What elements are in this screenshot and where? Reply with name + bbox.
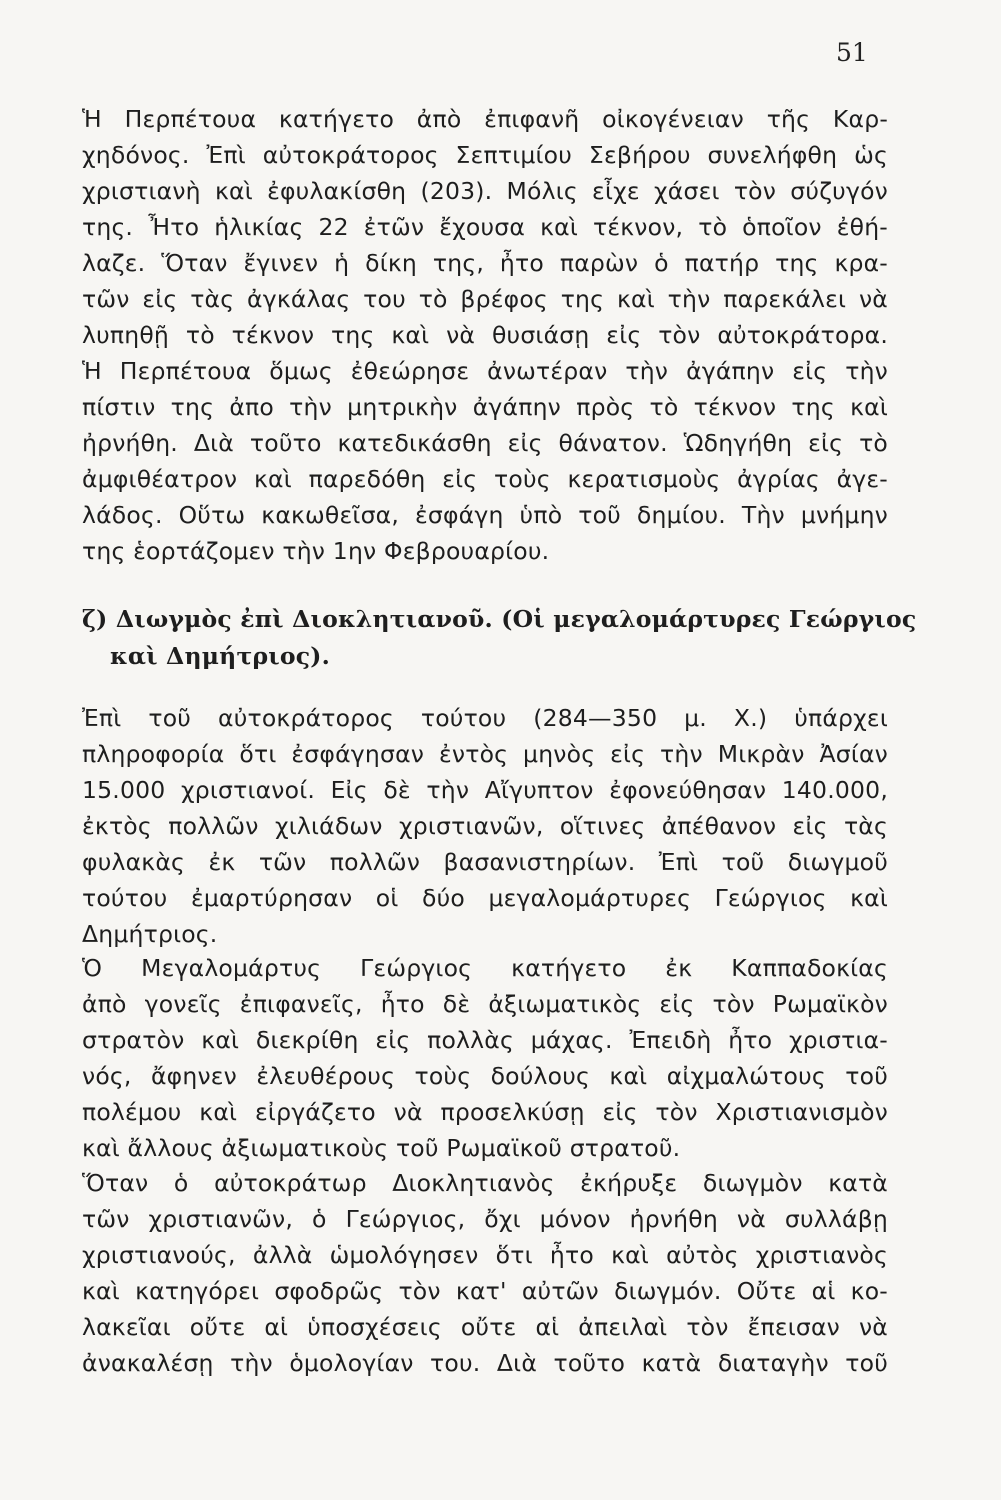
text-line: λάδος. Οὕτω κακωθεῖσα, ἐσφάγη ὑπὸ τοῦ δημίου. Τὴν μνήμην [82, 501, 888, 529]
text-line: πληροφορία ὅτι ἐσφάγησαν ἐντὸς μηνὸς εἰς τὴν Μικρὰν Ἀσίαν [82, 740, 888, 768]
text-line: ἠρνήθη. Διὰ τοῦτο κατεδικάσθη εἰς θάνατον. Ὡδηγήθη εἰς τὸ [82, 429, 888, 457]
text-line: της. Ἦτο ἡλικίας 22 ἐτῶν ἔχουσα καὶ τέκνον, τὸ ὁποῖον ἐθή- [82, 213, 888, 241]
text-line: ἀπὸ γονεῖς ἐπιφανεῖς, ἦτο δὲ ἀξιωματικὸς εἰς τὸν Ρωμαϊκὸν [82, 990, 888, 1018]
text-line: καὶ κατηγόρει σφοδρῶς τὸν κατ' αὐτῶν διωγμόν. Οὔτε αἱ κο- [82, 1277, 888, 1305]
text-line: Δημήτριος. [82, 920, 218, 948]
text-line: Ὅταν ὁ αὐτοκράτωρ Διοκλητιανὸς ἐκήρυξε διωγμὸν κατὰ [82, 1169, 888, 1197]
paragraph-george-confession [82, 1165, 888, 1381]
page-number: 51 [836, 38, 868, 67]
text-line: ἀμφιθέατρον καὶ παρεδόθη εἰς τοὺς κερατισμοὺς ἀγρίας ἀγε- [82, 465, 888, 493]
text-line: λυπηθῇ τὸ τέκνον της καὶ νὰ θυσιάσῃ εἰς τὸν αὐτοκράτορα. [82, 321, 888, 349]
text-line: Ἡ Περπέτουα κατήγετο ἀπὸ ἐπιφανῆ οἰκογένειαν τῆς Καρ- [82, 105, 888, 133]
text-line: νός, ἄφηνεν ἐλευθέρους τοὺς δούλους καὶ αἰχμαλώτους τοῦ [82, 1062, 888, 1090]
paragraph-george [82, 950, 888, 1166]
text-line: χριστιανὴ καὶ ἐφυλακίσθη (203). Μόλις εἶχε χάσει τὸν σύζυγόν [82, 177, 888, 205]
text-line: Ὁ Μεγαλομάρτυς Γεώργιος κατήγετο ἐκ Καππαδοκίας [82, 954, 888, 982]
text-line: λακεῖαι οὔτε αἱ ὑποσχέσεις οὔτε αἱ ἀπειλαὶ τὸν ἔπεισαν νὰ [82, 1313, 888, 1341]
heading-line: καὶ Δημήτριος). [110, 642, 330, 670]
text-line: Ἡ Περπέτουα ὅμως ἐθεώρησε ἀνωτέραν τὴν ἀγάπην εἰς τὴν [82, 357, 888, 385]
text-line: πολέμου καὶ εἰργάζετο νὰ προσελκύσῃ εἰς τὸν Χριστιανισμὸν [82, 1098, 888, 1126]
section-heading [82, 601, 917, 675]
text-line: πίστιν της ἀπο τὴν μητρικὴν ἀγάπην πρὸς τὸ τέκνον της καὶ [82, 393, 888, 421]
text-line: λαζε. Ὅταν ἔγινεν ἡ δίκη της, ἦτο παρὼν ὁ πατήρ της κρα- [82, 249, 888, 277]
text-line: στρατὸν καὶ διεκρίθη εἰς πολλὰς μάχας. Ἐπειδὴ ἦτο χριστια- [82, 1026, 888, 1054]
text-line: τῶν εἰς τὰς ἀγκάλας του τὸ βρέφος της καὶ τὴν παρεκάλει νὰ [82, 285, 888, 313]
text-line: 15.000 χριστιανοί. Εἰς δὲ τὴν Αἴγυπτον ἐφονεύθησαν 140.000, [82, 776, 888, 804]
text-line: χηδόνος. Ἐπὶ αὐτοκράτορος Σεπτιμίου Σεβήρου συνελήφθη ὡς [82, 141, 888, 169]
text-line: ἐκτὸς πολλῶν χιλιάδων χριστιανῶν, οἵτινες ἀπέθανον εἰς τὰς [82, 812, 888, 840]
text-line: τούτου ἐμαρτύρησαν οἱ δύο μεγαλομάρτυρες Γεώργιος καὶ [82, 884, 888, 912]
text-line: καὶ ἄλλους ἀξιωματικοὺς τοῦ Ρωμαϊκοῦ στρατοῦ. [82, 1134, 681, 1162]
text-line: χριστιανούς, ἀλλὰ ὡμολόγησεν ὅτι ἦτο καὶ αὐτὸς χριστιανὸς [82, 1241, 888, 1269]
paragraph-perpetua [82, 101, 888, 569]
text-line: τῶν χριστιανῶν, ὁ Γεώργιος, ὄχι μόνον ἠρνήθη νὰ συλλάβῃ [82, 1205, 888, 1233]
paragraph-diocletian-persecution [82, 700, 888, 952]
text-line: φυλακὰς ἐκ τῶν πολλῶν βασανιστηρίων. Ἐπὶ τοῦ διωγμοῦ [82, 848, 888, 876]
text-line: ἀνακαλέσῃ τὴν ὁμολογίαν του. Διὰ τοῦτο κατὰ διαταγὴν τοῦ [82, 1349, 888, 1377]
heading-line: ζ) Διωγμὸς ἐπὶ Διοκλητιανοῦ. (Οἱ μεγαλομάρτυρες Γεώργιος [82, 605, 917, 633]
text-line: Ἐπὶ τοῦ αὐτοκράτορος τούτου (284—350 μ. Χ.) ὑπάρχει [82, 704, 888, 732]
text-line: της ἑορτάζομεν τὴν 1ην Φεβρουαρίου. [82, 537, 550, 565]
